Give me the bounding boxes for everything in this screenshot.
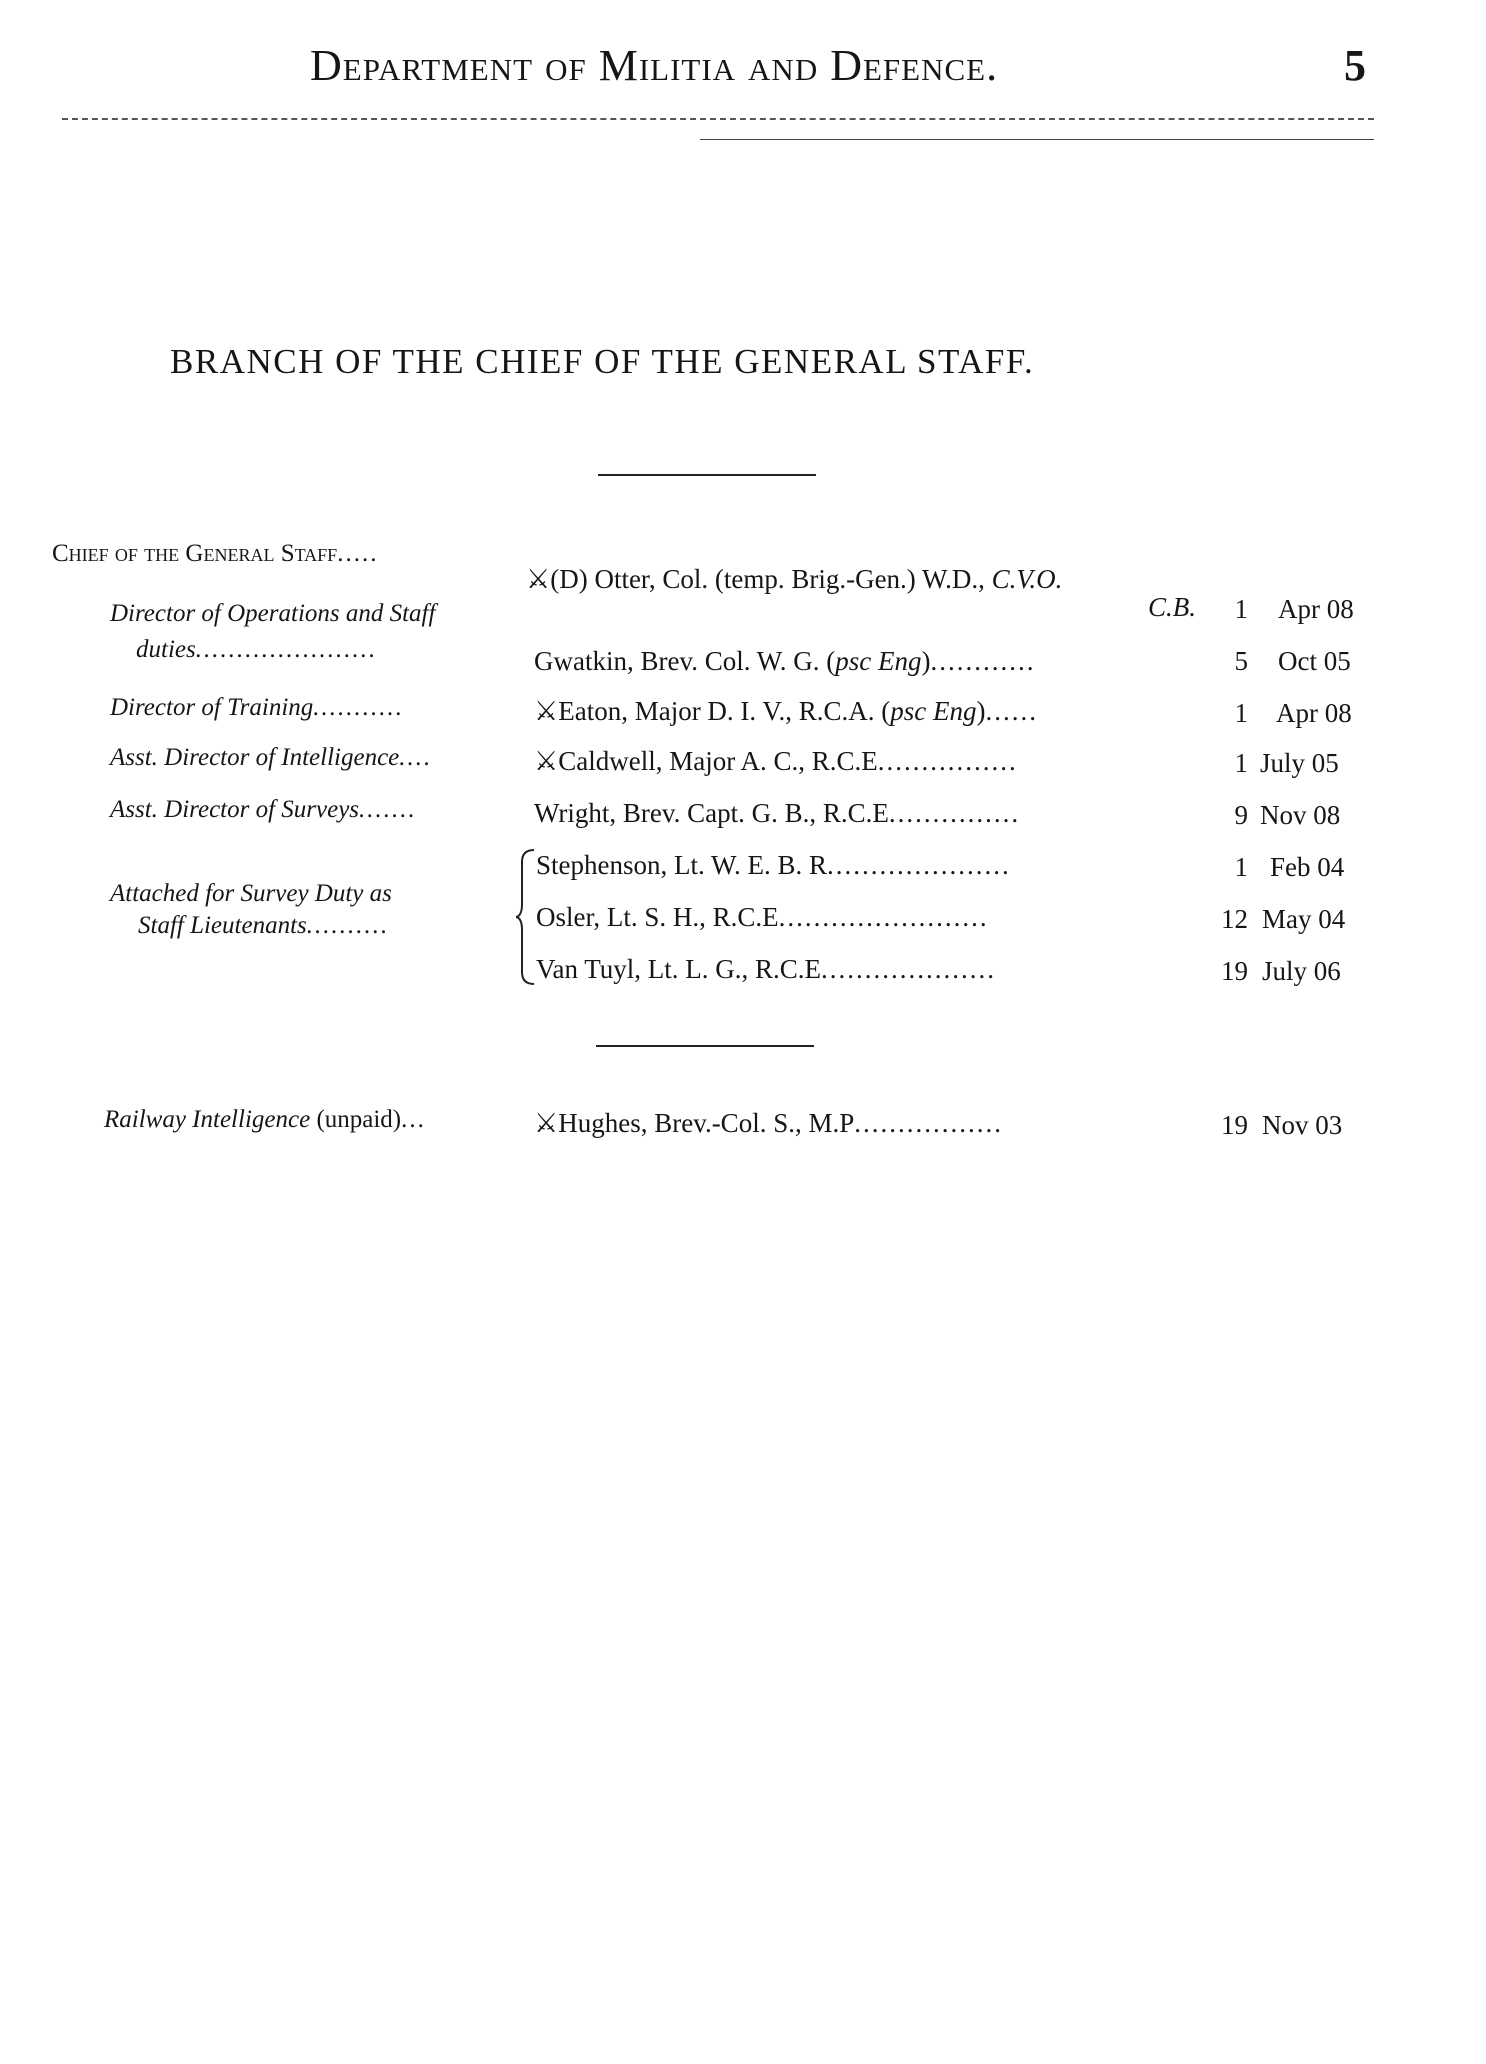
appointment-date: Nov 03: [1262, 1110, 1343, 1140]
qualification: psc Eng: [890, 696, 977, 726]
dot-leader: ......................: [195, 636, 378, 663]
appointment-date: Nov 08: [1260, 800, 1341, 830]
appointment-day: 1: [1234, 852, 1248, 882]
running-header: Department of Militia and Defence.: [310, 41, 999, 90]
officer-name: Hughes, Brev.-Col. S., M.P: [558, 1108, 855, 1138]
office-name: Staff Lieutenants: [138, 912, 307, 939]
crossed-swords-icon: ⚔: [534, 1108, 559, 1138]
dot-leader: .....: [337, 540, 379, 567]
appointment-date: July 05: [1260, 748, 1339, 778]
appointment-day: 5: [1234, 646, 1248, 676]
dot-leader: .....................: [827, 850, 1011, 880]
officer-name: Eaton, Major D. I. V., R.C.A. (: [558, 696, 891, 726]
office-name: Attached for Survey Duty as: [110, 880, 392, 907]
appointment-date: Apr 08: [1278, 594, 1354, 624]
officer-entry: [534, 798, 1020, 829]
header-rule-right: [700, 139, 1374, 140]
officer-name: (D) Otter, Col. (temp. Brig.-Gen.) W.D.,: [550, 564, 992, 594]
office-label: [110, 796, 417, 824]
appointment-day: 19: [1221, 956, 1248, 986]
office-label: [104, 1106, 426, 1134]
office-label: [52, 540, 378, 568]
office-name: Railway Intelligence: [104, 1106, 311, 1133]
dot-leader: ...: [401, 1106, 426, 1133]
office-note: (unpaid): [310, 1106, 402, 1133]
dot-leader: ...............: [888, 798, 1021, 828]
crossed-swords-icon: ⚔: [534, 696, 559, 726]
officer-name: Wright, Brev. Capt. G. B., R.C.E: [534, 798, 889, 828]
office-label: [136, 636, 377, 664]
dot-leader: ................: [877, 746, 1018, 776]
officer-name: Stephenson, Lt. W. E. B. R: [536, 850, 828, 880]
dot-leader: ...........: [313, 694, 405, 721]
section-divider: [596, 1045, 814, 1047]
qualification: psc Eng: [835, 646, 922, 676]
dot-leader: ....................: [821, 954, 997, 984]
appointment-day: 1: [1234, 698, 1248, 728]
appointment-day: 9: [1234, 800, 1248, 830]
honours: C.B.: [1148, 592, 1197, 622]
dot-leader: ........................: [778, 902, 989, 932]
appointment-date: Feb 04: [1270, 852, 1345, 882]
officer-entry: [536, 850, 1011, 881]
appointment-date: Oct 05: [1278, 646, 1351, 676]
office-label: [110, 694, 404, 722]
office-name: Chief of the General Staff: [52, 540, 338, 567]
officer-entry: ⚔Eaton, Major D. I. V., R.C.A. (psc Eng)......: [534, 696, 1038, 726]
office-name: Director of Training: [110, 694, 314, 721]
officer-name: Caldwell, Major A. C., R.C.E: [558, 746, 878, 776]
honours: C.V.O.: [991, 564, 1063, 594]
officer-entry: [534, 1108, 1003, 1139]
appointment-day: 19: [1221, 1110, 1248, 1140]
office-name: duties: [136, 636, 196, 663]
page-number: 5: [1344, 41, 1366, 90]
officer-entry: [534, 746, 1018, 777]
appointment-date: May 04: [1262, 904, 1346, 934]
officer-entry: Gwatkin, Brev. Col. W. G. (psc Eng)............: [534, 646, 1036, 676]
office-label: [138, 912, 389, 940]
section-divider: [598, 474, 816, 476]
section-title: BRANCH OF THE CHIEF OF THE GENERAL STAFF.: [170, 342, 1035, 381]
dot-leader: ....: [399, 744, 433, 771]
officer-entry: [536, 902, 989, 933]
office-name: Asst. Director of Surveys: [110, 796, 360, 823]
office-name: Asst. Director of Intelligence: [110, 744, 400, 771]
appointment-day: 1: [1234, 748, 1248, 778]
dot-leader: ..........: [306, 912, 390, 939]
dot-leader: .................: [854, 1108, 1003, 1138]
dot-leader: ......: [985, 696, 1038, 726]
header-rule: [62, 118, 1374, 120]
officer-entry: [526, 564, 1062, 595]
crossed-swords-icon: ⚔: [534, 746, 559, 776]
dot-leader: ............: [930, 646, 1036, 676]
officer-name: Gwatkin, Brev. Col. W. G. (: [534, 646, 836, 676]
appointment-date: Apr 08: [1276, 698, 1352, 728]
officer-name: Van Tuyl, Lt. L. G., R.C.E: [536, 954, 822, 984]
officer-name: Osler, Lt. S. H., R.C.E: [536, 902, 779, 932]
appointment-day: 12: [1221, 904, 1248, 934]
appointment-date: July 06: [1262, 956, 1341, 986]
brace: [516, 848, 538, 986]
appointment-day: 1: [1234, 594, 1248, 624]
office-label: [110, 744, 432, 772]
office-name: Director of Operations and Staff: [110, 600, 436, 627]
officer-entry: [536, 954, 996, 985]
crossed-swords-icon: ⚔: [526, 564, 551, 594]
dot-leader: .......: [359, 796, 417, 823]
